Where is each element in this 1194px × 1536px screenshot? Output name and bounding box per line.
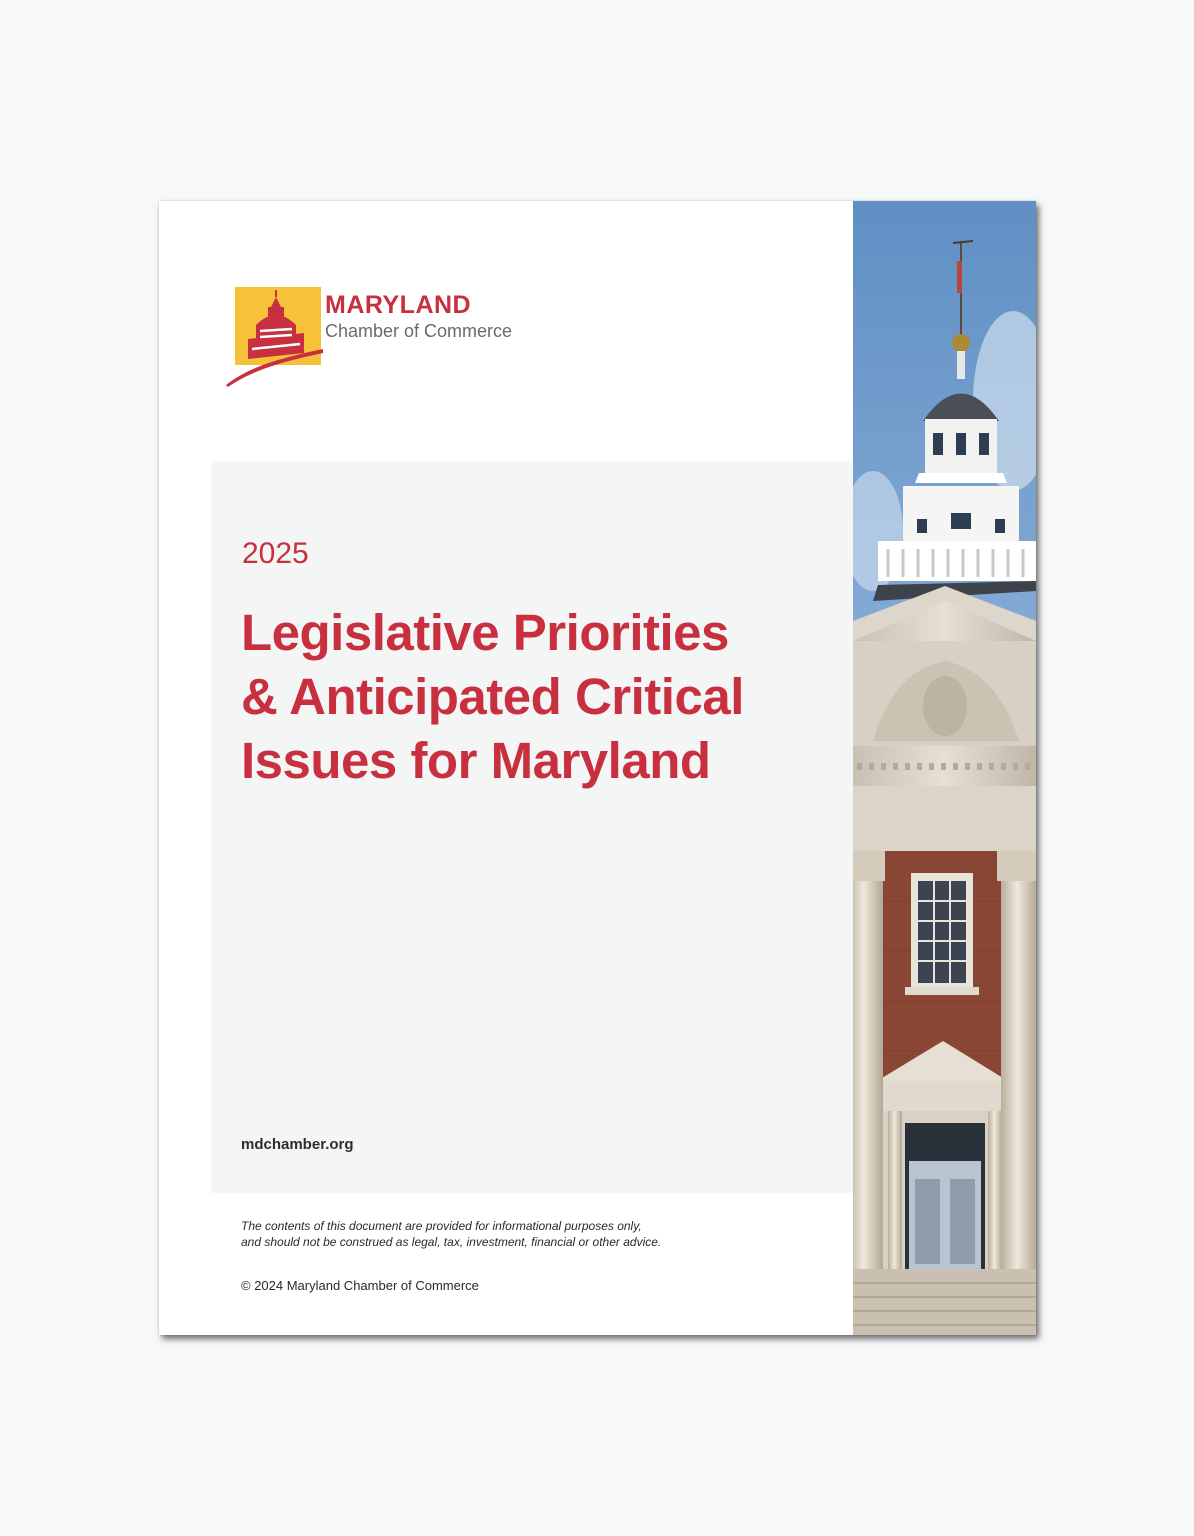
state-house-photo — [853, 201, 1036, 1335]
title-line: Legislative Priorities — [241, 604, 729, 661]
copyright: © 2024 Maryland Chamber of Commerce — [241, 1278, 479, 1293]
disclaimer-line: and should not be construed as legal, tax, investment, financial or other advice. — [241, 1235, 662, 1249]
report-title — [241, 601, 841, 793]
report-year: 2025 — [242, 537, 309, 570]
logo-name: MARYLAND — [325, 291, 472, 319]
state-house-dome-icon — [226, 287, 326, 387]
title-panel — [211, 461, 853, 1193]
title-line: Issues for Maryland — [241, 732, 711, 789]
title-line: & Anticipated Critical — [241, 668, 744, 725]
report-cover-page — [159, 201, 1036, 1335]
disclaimer — [241, 1218, 801, 1250]
website-link[interactable]: mdchamber.org — [241, 1136, 354, 1153]
logo-subtitle: Chamber of Commerce — [325, 321, 513, 341]
disclaimer-line: The contents of this document are provided for informational purposes only, — [241, 1219, 642, 1233]
